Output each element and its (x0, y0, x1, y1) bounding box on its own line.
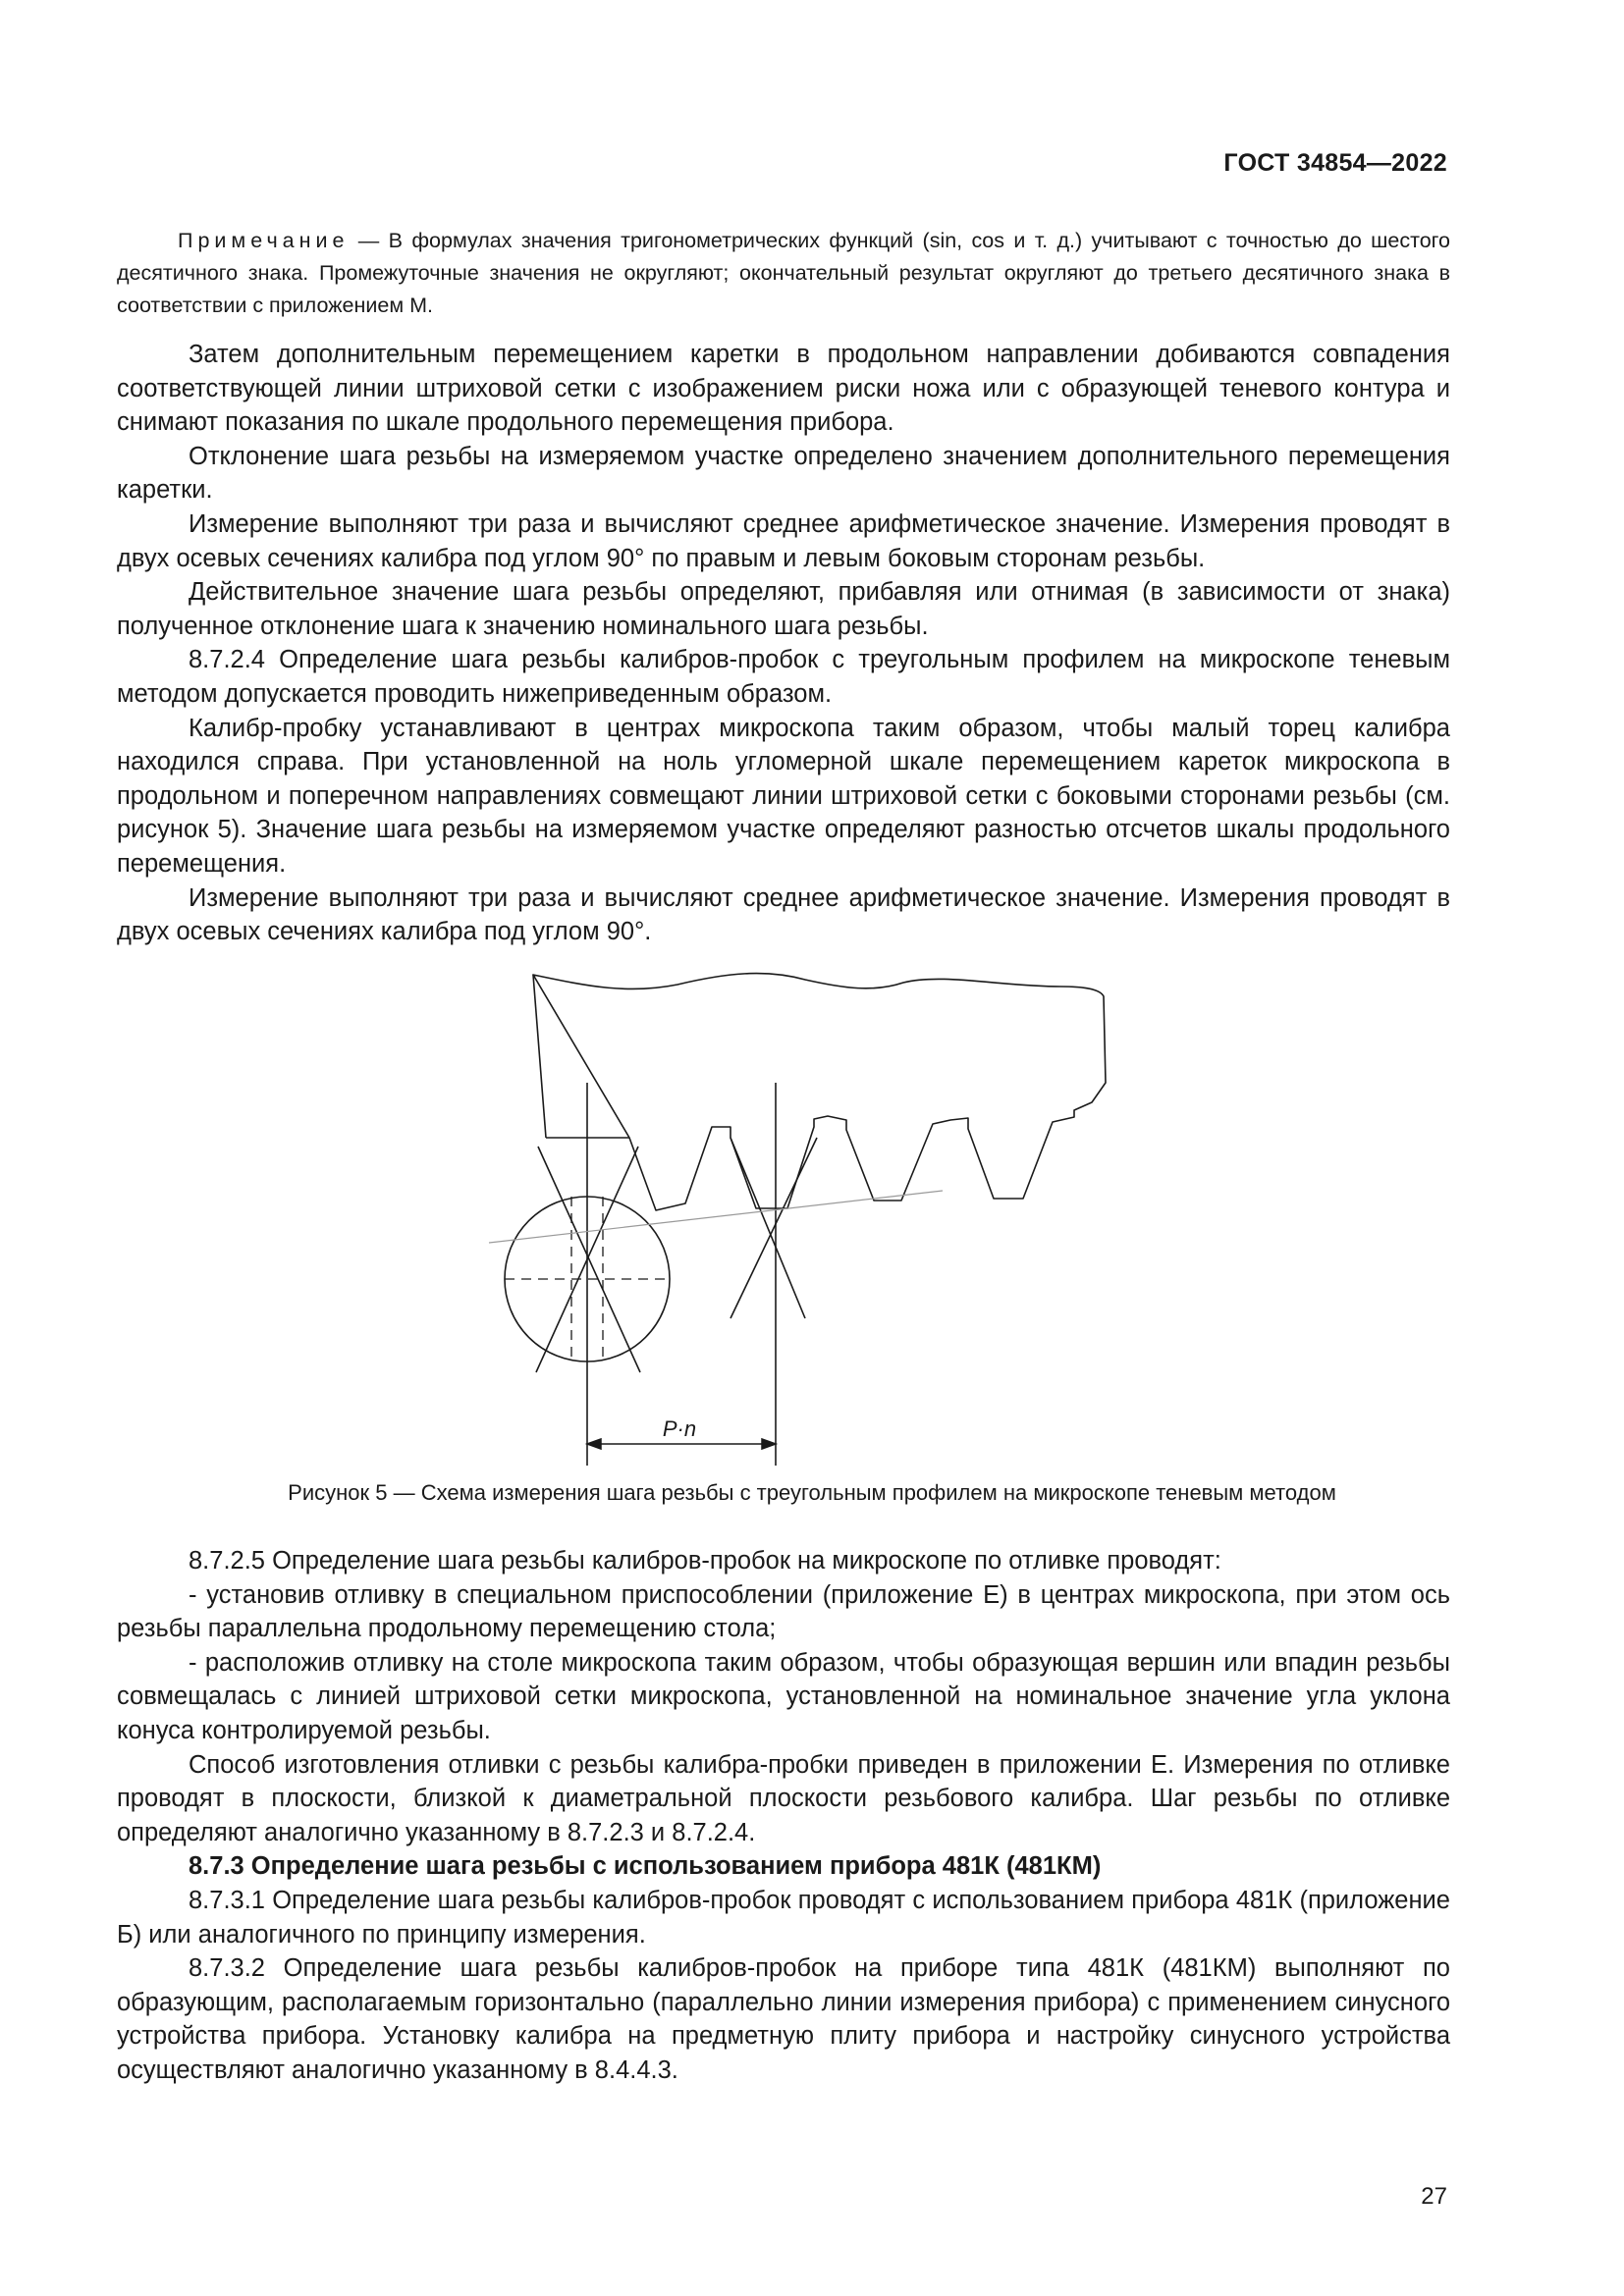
body-text-upper (117, 338, 1450, 949)
paragraph: Измерение выполняют три раза и вычисляют среднее арифметическое значение. Измерения проводят в двух осевых сечениях калибра под углом 90°. (117, 883, 1450, 946)
paragraph: Калибр-пробку устанавливают в центрах микроскопа таким образом, чтобы малый торец калибра находился справа. При установленной на ноль угломерной шкале перемещением кареток микроскопа в продольном и поперечном направлениях совмещают линии штриховой сетки с боковыми сторонами резьбы (см. рисунок 5). Значение шага резьбы на измеряемом участке определяют разностью отсчетов шкалы продольного перемещения. (117, 714, 1450, 878)
section-heading-8-7-3: 8.7.3 Определение шага резьбы с использованием прибора 481К (481КМ) (189, 1852, 1102, 1881)
paragraph-8-7-3-1: 8.7.3.1 Определение шага резьбы калибров-пробок проводят с использованием прибора 481К (приложение Б) или аналогичного по принципу измерения. (117, 1886, 1450, 1949)
paragraph-8-7-2-4: 8.7.2.4 Определение шага резьбы калибров-пробок с треугольным профилем на микроскопе теневым методом допускается проводить нижеприведенным образом. (117, 646, 1450, 708)
body-text-lower (117, 1544, 1450, 2088)
gauge-profile-outline (533, 974, 1106, 1210)
reticle-line (731, 1138, 805, 1318)
list-item: - расположив отливку на столе микроскопа таким образом, чтобы образующая вершин или впадин резьбы совмещалась с линией штриховой сетки микроскопа, установленной на номинальное значение угла уклона конуса контролируемой резьбы. (117, 1648, 1450, 1744)
dimension-arrow-right (762, 1439, 776, 1449)
paragraph: Отклонение шага резьбы на измеряемом участке определено значением дополнительного перемещения каретки. (117, 442, 1450, 505)
paragraph: Затем дополнительным перемещением каретки в продольном направлении добиваются совпадения соответствующей линии штриховой сетки с изображением риски ножа или с образующей теневого контура и снимают показания по шкале продольного перемещения прибора. (117, 341, 1450, 437)
paragraph-8-7-3-2: 8.7.3.2 Определение шага резьбы калибров-пробок на приборе типа 481К (481КМ) выполняют по образующим, располагаемым горизонтально (параллельно линии измерения прибора) с применением синусного устройства прибора. Установку калибра на предметную плиту прибора и настройку синусного устройства осуществляют аналогично указанному в 8.4.4.3. (117, 1954, 1450, 2084)
paragraph: Действительное значение шага резьбы определяют, прибавляя или отнимая (в зависимости от знака) полученное отклонение шага к значению номинального шага резьбы. (117, 578, 1450, 640)
note-text: — В формулах значения тригонометрических функций (sin, cos и т. д.) учитывают с точностью до шестого десятичного знака. Промежуточные значения не округляют; окончательный результат округляют до третьего десятичного знака в соответствии с приложением М. (117, 229, 1450, 317)
list-item: - установив отливку в специальном приспособлении (приложение Е) в центрах микроскопа, при этом ось резьбы параллельна продольному перемещению стола; (117, 1580, 1450, 1643)
figure-caption: Рисунок 5 — Схема измерения шага резьбы с треугольным профилем на микроскопе теневым методом (288, 1480, 1336, 1505)
note-label: Примечание (178, 229, 350, 252)
reticle-line (731, 1138, 817, 1318)
note-paragraph (117, 225, 1450, 322)
paragraph-8-7-2-5: 8.7.2.5 Определение шага резьбы калибров-пробок на микроскопе по отливке проводят: (189, 1547, 1221, 1575)
paragraph: Измерение выполняют три раза и вычисляют среднее арифметическое значение. Измерения проводят в двух осевых сечениях калибра под углом 90° по правым и левым боковым сторонам резьбы. (117, 509, 1450, 572)
dimension-label: P·n (662, 1416, 697, 1441)
figure-5-diagram (432, 965, 1139, 1475)
paragraph: Способ изготовления отливки с резьбы калибра-пробки приведен в приложении Е. Измерения по отливке проводят в плоскости, близкой к диаметральной плоскости резьбового калибра. Шаг резьбы по отливке определяют аналогично указанному в 8.7.2.3 и 8.7.2.4. (117, 1750, 1450, 1846)
page-number: 27 (1421, 2183, 1447, 2210)
gauge-left-edge (533, 975, 546, 1138)
dimension-arrow-left (587, 1439, 601, 1449)
thread-axis-line (489, 1191, 943, 1243)
standard-designation: ГОСТ 34854—2022 (1223, 149, 1447, 177)
reticle-line (538, 1147, 640, 1372)
